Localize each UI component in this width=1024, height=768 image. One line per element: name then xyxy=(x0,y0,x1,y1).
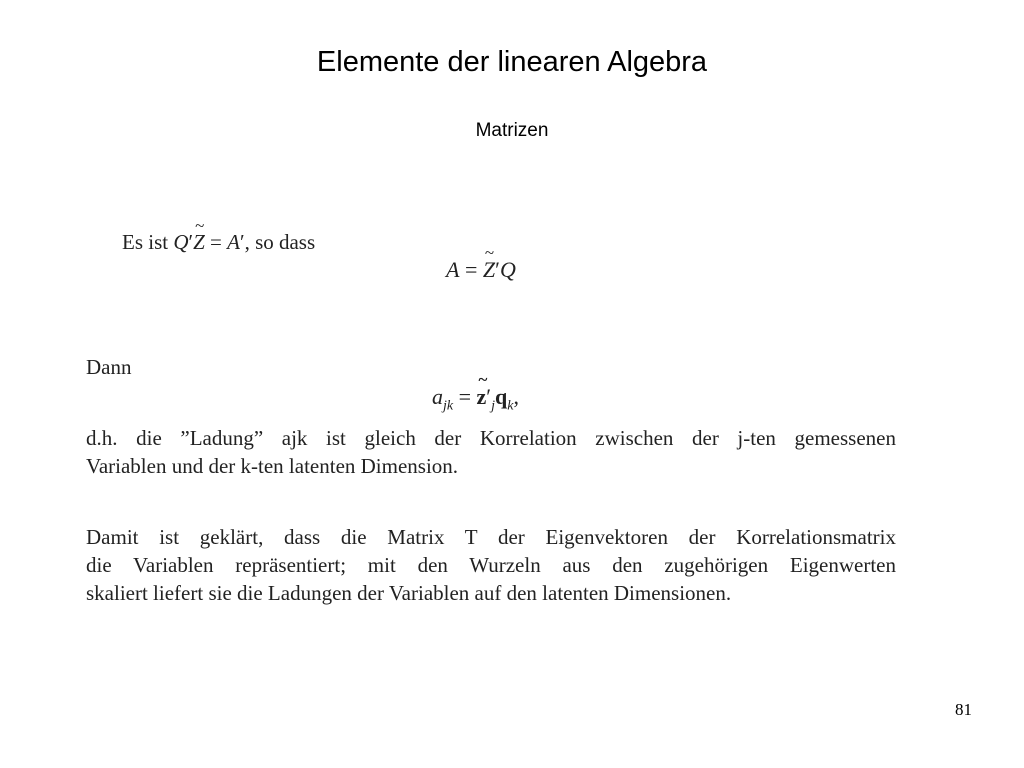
statement-formula: Q′~ Z = A′ xyxy=(173,230,244,254)
dann-label: Dann xyxy=(86,355,132,379)
paragraph-line: Damit ist geklärt, dass die Matrix T der Eigenvektoren der Korrelationsmatrix xyxy=(86,525,896,549)
statement-suffix: , so dass xyxy=(244,230,316,254)
paragraph-line: die Variablen repräsentiert; mit den Wurzeln aus den zugehörigen Eigenwerten xyxy=(86,553,896,577)
paragraph-conclusion xyxy=(86,523,896,607)
equation-loadings-matrix: A = ~ Z′Q xyxy=(446,257,516,283)
equation-loading-element: $a_{jk}$ = ~ $z'_jq_k$, xyxy=(432,384,519,414)
paragraph-line: Variablen und der k-ten latenten Dimension. xyxy=(86,454,459,478)
statement-prefix: Es ist xyxy=(122,230,169,254)
statement-line xyxy=(122,230,315,255)
paragraph-line: d.h. die ”Ladung” ajk ist gleich der Korrelation zwischen der j-ten gemessenen xyxy=(86,426,896,450)
slide-subtitle: Matrizen xyxy=(475,120,549,141)
slide-title: Elemente der linearen Algebra xyxy=(316,46,708,78)
paragraph-line: skaliert liefert sie die Ladungen der Variablen auf den latenten Dimensionen. xyxy=(86,581,732,605)
paragraph-ladung xyxy=(86,424,896,480)
page-number: 81 xyxy=(955,700,972,719)
